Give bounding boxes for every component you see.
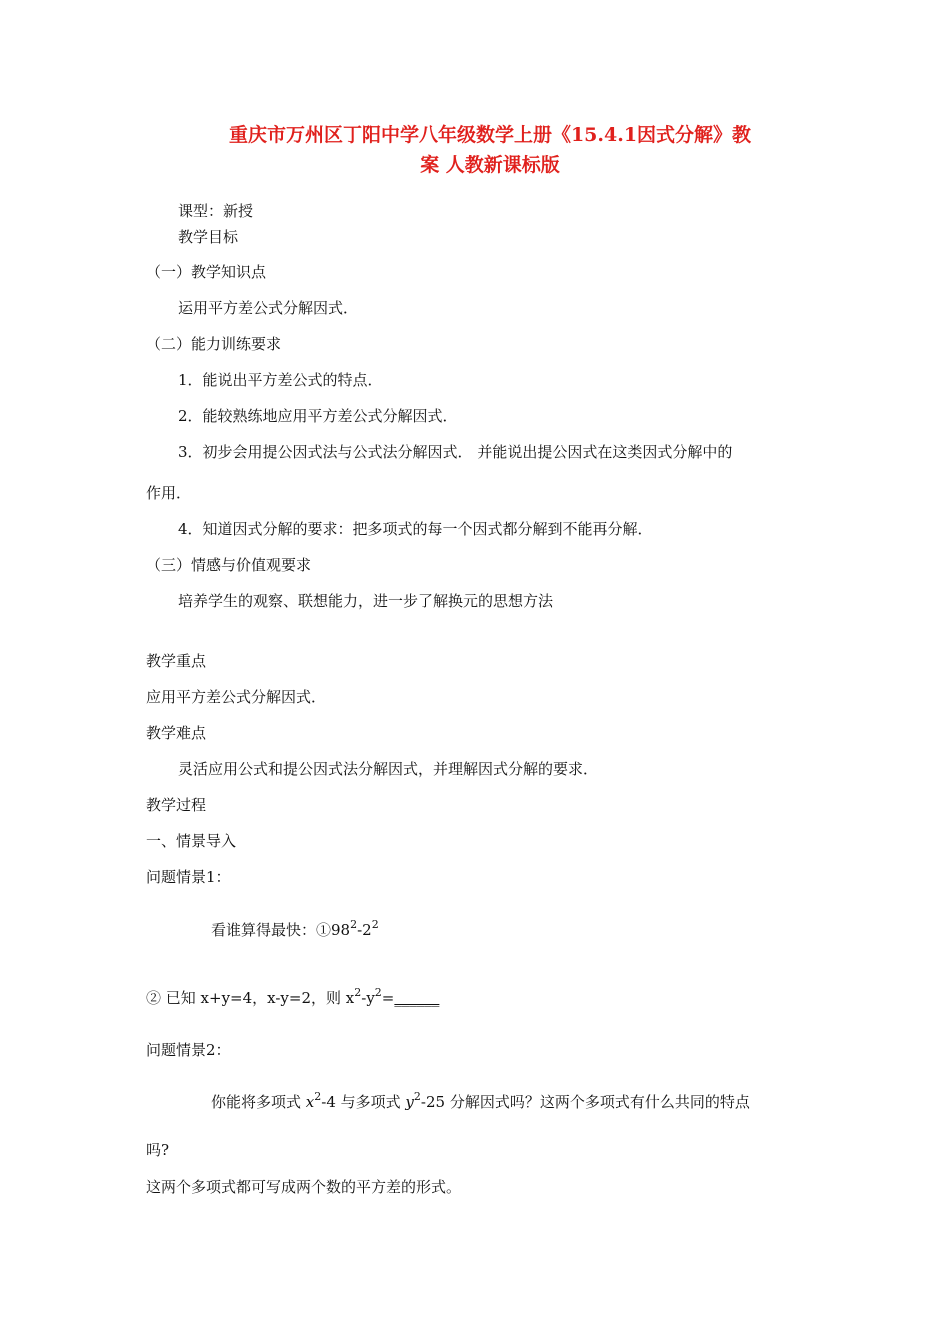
scenario1-heading: 问题情景1： (146, 868, 231, 886)
q2-answer-blank: ______ (394, 989, 440, 1007)
s2-exponent-2: 2 (413, 1090, 421, 1103)
q2-exponent-1: 2 (354, 986, 362, 999)
s2-exponent-1: 2 (314, 1090, 322, 1103)
section1-heading: （一）教学知识点 (146, 263, 267, 281)
part1-heading: 一、情景导入 (146, 832, 237, 850)
q1-base: 98 (331, 921, 351, 939)
key-point-text: 应用平方差公式分解因式． (146, 688, 327, 706)
q1-exponent: 2 (350, 918, 358, 931)
section2-item-3: 3．初步会用提公因式法与公式法分解因式． 并能说出提公因式在这类因式分解中的 (178, 443, 733, 461)
section2-item-2: 2．能较熟练地应用平方差公式分解因式． (178, 407, 458, 425)
section3-text: 培养学生的观察、联想能力，进一步了解换元的思想方法 (178, 592, 554, 610)
q2-mid: -y (361, 989, 375, 1007)
s2-mid: -4 与多项式 (321, 1093, 406, 1111)
document-title (140, 120, 840, 180)
course-type: 课型：新授 (178, 202, 254, 220)
q1-exponent-2: 2 (371, 918, 379, 931)
key-point-heading: 教学重点 (146, 652, 207, 670)
q1-prefix: 看谁算得最快：① (211, 921, 332, 939)
scenario2-question-continued: 吗? (146, 1141, 170, 1159)
title-line-2: 案 人教新课标版 (420, 154, 560, 176)
section2-item-1: 1．能说出平方差公式的特点． (178, 371, 383, 389)
s2-var-x: x (305, 1093, 315, 1111)
section2-item-3-continued: 作用． (146, 484, 192, 502)
process-heading: 教学过程 (146, 796, 207, 814)
section2-heading: （二）能力训练要求 (146, 335, 282, 353)
difficulty-text: 灵活应用公式和提公因式法分解因式，并理解因式分解的要求． (178, 760, 599, 778)
scenario2-answer: 这两个多项式都可写成两个数的平方差的形式。 (146, 1178, 462, 1196)
difficulty-heading: 教学难点 (146, 724, 207, 742)
section1-text: 运用平方差公式分解因式． (178, 299, 359, 317)
q2-prefix: ② 已知 x+y=4，x-y=2，则 (146, 989, 346, 1007)
q1-minus: -2 (357, 921, 372, 939)
teaching-goals-heading: 教学目标 (178, 228, 239, 246)
title-line-1: 重庆市万州区丁阳中学八年级数学上册《15.4.1因式分解》教 (228, 124, 752, 146)
scenario1-question-1 (211, 920, 379, 940)
s2-prefix: 你能将多项式 (211, 1093, 306, 1111)
q2-x: x (345, 989, 355, 1007)
s2-var-y: y (405, 1093, 414, 1111)
scenario2-heading: 问题情景2： (146, 1041, 231, 1059)
q2-exponent-2: 2 (374, 986, 382, 999)
s2-suffix: -25 分解因式吗？这两个多项式有什么共同的特点 (420, 1093, 750, 1111)
section2-item-4: 4．知道因式分解的要求：把多项式的每一个因式都分解到不能再分解． (178, 520, 653, 538)
q2-equals: = (381, 989, 395, 1007)
scenario2-question (211, 1092, 750, 1112)
scenario1-question-2 (146, 988, 439, 1008)
section3-heading: （三）情感与价值观要求 (146, 556, 312, 574)
